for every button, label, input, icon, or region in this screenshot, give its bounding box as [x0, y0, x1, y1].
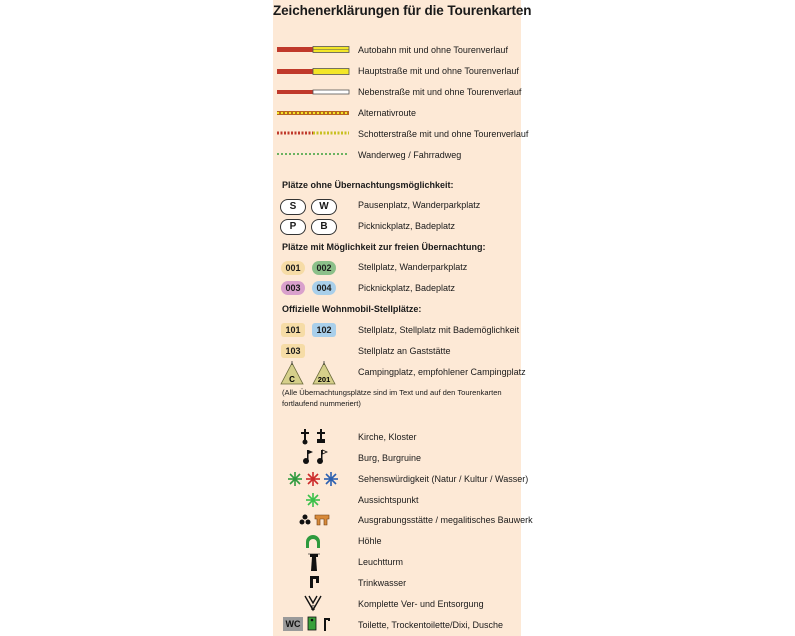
label-burg: Burg, Burgruine — [358, 453, 422, 463]
numbering-note: (Alle Übernachtungsplätze sind im Text und auf den Tourenkarten fortlaufend nummeriert) — [282, 388, 502, 408]
viewpoint-icon — [306, 493, 320, 507]
road-label-hauptstrasse: Hauptstraße mit und ohne Tourenverlauf — [358, 66, 519, 76]
symbol-wanderparkplatz: W — [311, 199, 337, 215]
castle-flag-icon — [303, 450, 327, 464]
hauptstrasse-line-icon — [277, 69, 349, 75]
tag-official-bade: 102 — [312, 323, 336, 337]
tag-wanderparkplatz: 002 — [312, 261, 336, 275]
road-symbols — [276, 43, 352, 163]
label-kirche: Kirche, Kloster — [358, 432, 417, 442]
label-leuchtturm: Leuchtturm — [358, 557, 404, 567]
label-campingplatz: Campingplatz, empfohlener Campingplatz — [358, 367, 526, 377]
shower-icon — [324, 618, 330, 631]
label-entsorgung: Komplette Ver- und Entsorgung — [358, 599, 484, 609]
road-label-nebenstrasse: Nebenstraße mit und ohne Tourenverlauf — [358, 87, 522, 97]
tent-code-c: C — [289, 375, 295, 384]
tag-stellplatz: 001 — [281, 261, 305, 275]
label-picknickplatz-free: Picknickplatz, Badeplatz — [358, 283, 456, 293]
road-label-alternativroute: Alternativroute — [358, 108, 417, 118]
road-label-wanderweg: Wanderweg / Fahrradweg — [358, 150, 462, 160]
service-station-icon — [305, 596, 321, 612]
road-label-schotterstrasse: Schotterstraße mit und ohne Tourenverlauf — [358, 129, 529, 139]
nebenstrasse-line-icon — [277, 90, 349, 94]
label-trinkwasser: Trinkwasser — [358, 578, 407, 588]
poi-symbols — [282, 424, 344, 636]
label-toilette: Toilette, Trockentoilette/Dixi, Dusche — [358, 620, 504, 630]
symbol-picknickplatz: P — [280, 219, 306, 235]
label-aussichtspunkt: Aussichtspunkt — [358, 495, 419, 505]
cave-icon — [306, 535, 320, 548]
section-heading-free-overnight: Plätze mit Möglichkeit zur freien Übernachtung: — [282, 242, 486, 252]
symbol-pausenplatz: S — [280, 199, 306, 215]
label-picknickplatz: Picknickplatz, Badeplatz — [358, 221, 456, 231]
label-official-stellplatz: Stellplatz, Stellplatz mit Bademöglichkeit — [358, 325, 520, 335]
road-label-autobahn: Autobahn mit und ohne Tourenverlauf — [358, 45, 508, 55]
tag-picknickplatz: 003 — [281, 281, 305, 295]
campingplatz-tents — [280, 361, 340, 387]
label-pausenplatz: Pausenplatz, Wanderparkplatz — [358, 200, 481, 210]
label-ausgrabung: Ausgrabungsstätte / megalitisches Bauwerk — [358, 515, 533, 525]
alternativroute-line-icon — [277, 111, 349, 115]
church-cross-icon — [301, 429, 325, 445]
toilet-icon: WC — [283, 617, 303, 631]
label-sehenswuerdigkeit: Sehenswürdigkeit (Natur / Kultur / Wasser) — [358, 474, 529, 484]
tap-icon — [310, 576, 319, 588]
label-hoehle: Höhle — [358, 536, 382, 546]
section-heading-no-overnight: Plätze ohne Übernachtungsmöglichkeit: — [282, 180, 454, 190]
lighthouse-icon — [308, 554, 320, 571]
tag-gaststaette: 103 — [281, 344, 305, 358]
tag-official-stellplatz: 101 — [281, 323, 305, 337]
symbol-badeplatz: B — [311, 219, 337, 235]
excavation-icon — [300, 515, 330, 526]
autobahn-line-icon — [277, 47, 349, 53]
label-stellplatz-free: Stellplatz, Wanderparkplatz — [358, 262, 468, 272]
tag-badeplatz: 004 — [312, 281, 336, 295]
page-title: Zeichenerklärungen für die Tourenkarten — [273, 3, 532, 18]
section-heading-official: Offizielle Wohnmobil-Stellplätze: — [282, 304, 422, 314]
svg-text:E: E — [310, 606, 316, 612]
sight-star-icon — [288, 472, 338, 486]
label-gaststaette: Stellplatz an Gaststätte — [358, 346, 451, 356]
dry-toilet-icon — [308, 617, 316, 630]
tent-code-201: 201 — [317, 375, 331, 384]
